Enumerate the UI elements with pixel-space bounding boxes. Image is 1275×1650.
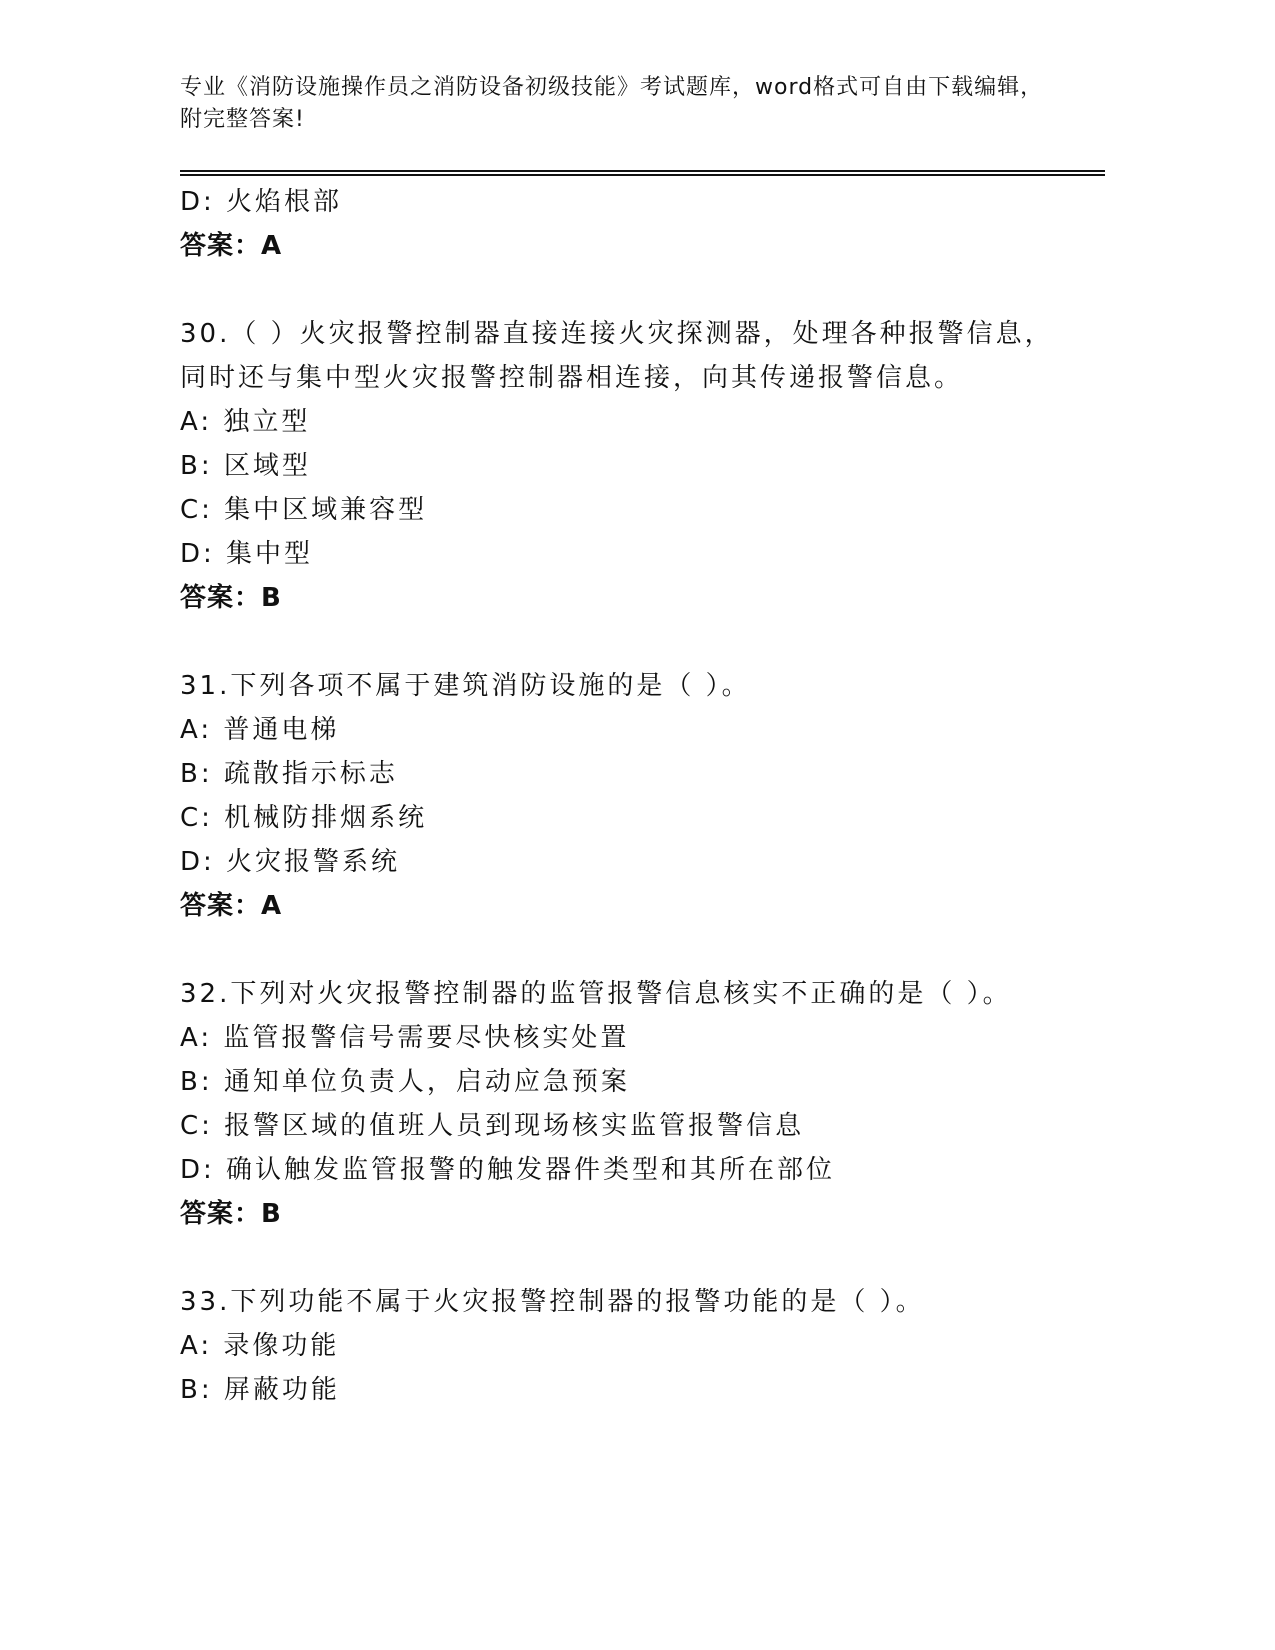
question-text: 32.下列对火灾报警控制器的监管报警信息核实不正确的是（ ）。 — [180, 979, 1012, 1009]
option-b: B: 区域型 — [180, 451, 311, 481]
question-text: 33.下列功能不属于火灾报警控制器的报警功能的是（ ）。 — [180, 1287, 925, 1317]
answer: 答案：B — [180, 583, 282, 613]
option-a: A: 录像功能 — [180, 1331, 340, 1361]
option-b: B: 通知单位负责人，启动应急预案 — [180, 1067, 630, 1097]
option-d: D: 集中型 — [180, 539, 314, 569]
answer: 答案：A — [180, 891, 283, 921]
question-text: 30.（ ）火灾报警控制器直接连接火灾探测器，处理各种报警信息，同时还与集中型火灾报警控制器相连接，向其传递报警信息。 — [180, 319, 1054, 393]
option-d: D: 火灾报警系统 — [180, 847, 401, 877]
prev-answer: 答案：A — [180, 231, 283, 261]
option-b: B: 疏散指示标志 — [180, 759, 398, 789]
option-a: A: 监管报警信号需要尽快核实处置 — [180, 1023, 630, 1053]
question-block — [180, 1280, 1105, 1412]
header-divider-bottom — [180, 174, 1105, 176]
question-block — [180, 972, 1105, 1236]
option-b: B: 屏蔽功能 — [180, 1375, 340, 1405]
question-text: 31.下列各项不属于建筑消防设施的是（ ）。 — [180, 671, 751, 701]
option-c: C: 报警区域的值班人员到现场核实监管报警信息 — [180, 1111, 805, 1141]
option-a: A: 普通电梯 — [180, 715, 340, 745]
question-block — [180, 312, 1105, 620]
option-c: C: 机械防排烟系统 — [180, 803, 428, 833]
spacer — [180, 928, 1105, 972]
spacer — [180, 268, 1105, 312]
spacer — [180, 620, 1105, 664]
question-content — [180, 180, 1105, 1412]
header-divider-top — [180, 170, 1105, 172]
option-d: D: 确认触发监管报警的触发器件类型和其所在部位 — [180, 1155, 836, 1185]
question-block — [180, 664, 1105, 928]
answer: 答案：B — [180, 1199, 282, 1229]
prev-option-d: D: 火焰根部 — [180, 187, 343, 217]
option-a: A: 独立型 — [180, 407, 311, 437]
spacer — [180, 1236, 1105, 1280]
option-c: C: 集中区域兼容型 — [180, 495, 428, 525]
document-header: 专业《消防设施操作员之消防设备初级技能》考试题库，word格式可自由下载编辑，附完整答案! — [180, 75, 1044, 132]
